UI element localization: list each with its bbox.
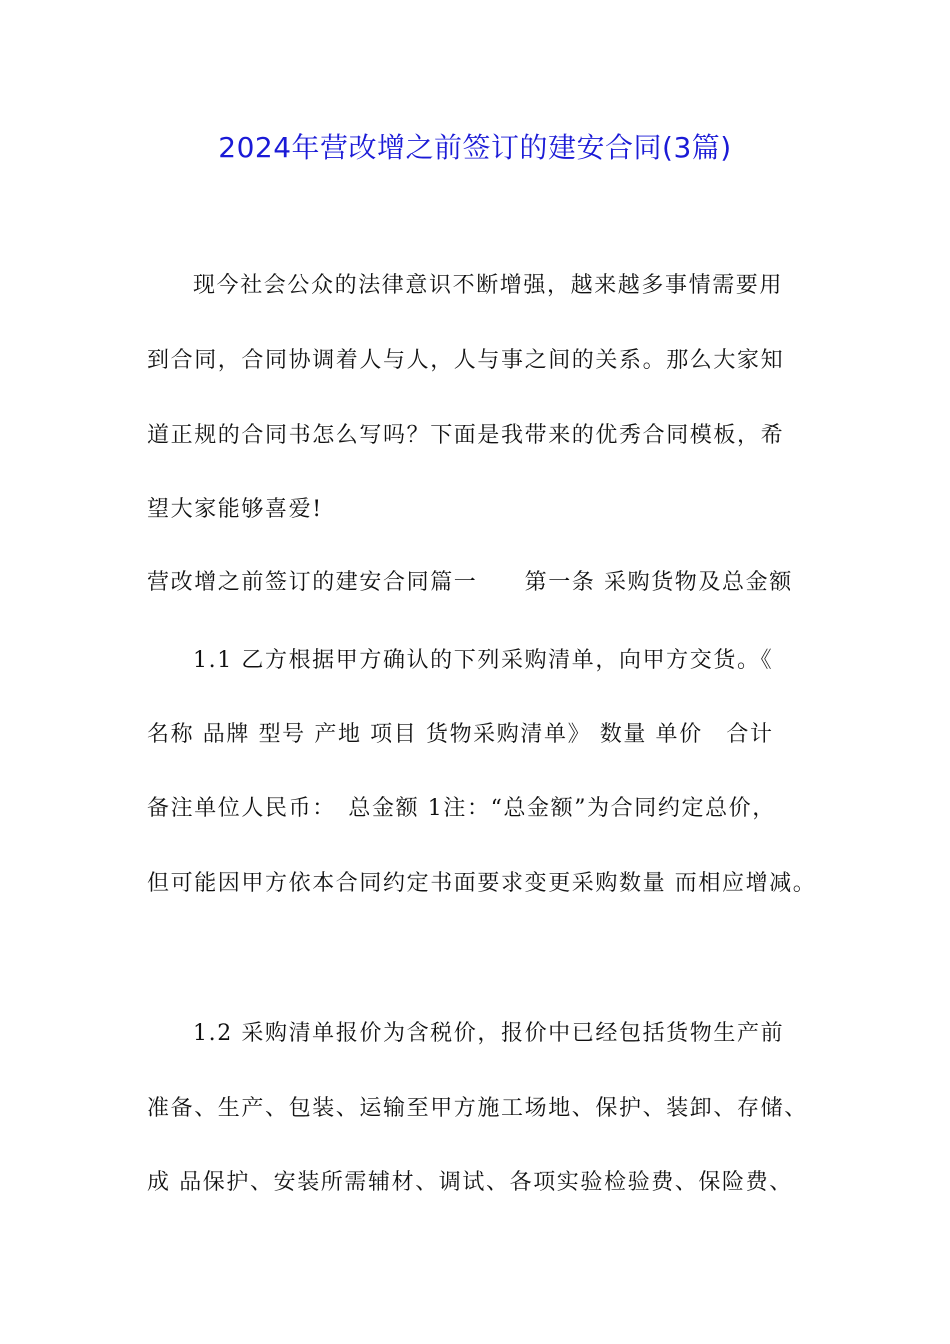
paragraph-line: 1.1 乙方根据甲方确认的下列采购清单，向甲方交货。《: [193, 648, 774, 673]
paragraph-line: 但可能因甲方依本合同约定书面要求变更采购数量 而相应增减。: [147, 871, 817, 896]
paragraph-line: 成 品保护、安装所需辅材、调试、各项实验检验费、保险费、: [147, 1170, 793, 1195]
paragraph-line: 到合同，合同协调着人与人，人与事之间的关系。那么大家知: [147, 348, 785, 373]
paragraph-line: 1.2 采购清单报价为含税价，报价中已经包括货物生产前: [193, 1021, 785, 1046]
paragraph-line: 道正规的合同书怎么写吗？下面是我带来的优秀合同模板，希: [147, 423, 785, 448]
paragraph-line: 名称 品牌 型号 产地 项目 货物采购清单》 数量 单价 合计: [147, 722, 774, 747]
paragraph-line: 准备、生产、包装、运输至甲方施工场地、保护、装卸、存储、: [147, 1096, 808, 1121]
section-heading-line: 营改增之前签订的建安合同篇一 第一条 采购货物及总金额: [147, 570, 793, 595]
paragraph-line: 备注单位人民币： 总金额 1注：“总金额”为合同约定总价，: [147, 796, 776, 821]
paragraph-line: 现今社会公众的法律意识不断增强，越来越多事情需要用: [193, 273, 784, 298]
document-title: 2024年营改增之前签订的建安合同(3篇): [218, 131, 732, 164]
paragraph-line: 望大家能够喜爱!: [147, 497, 323, 522]
